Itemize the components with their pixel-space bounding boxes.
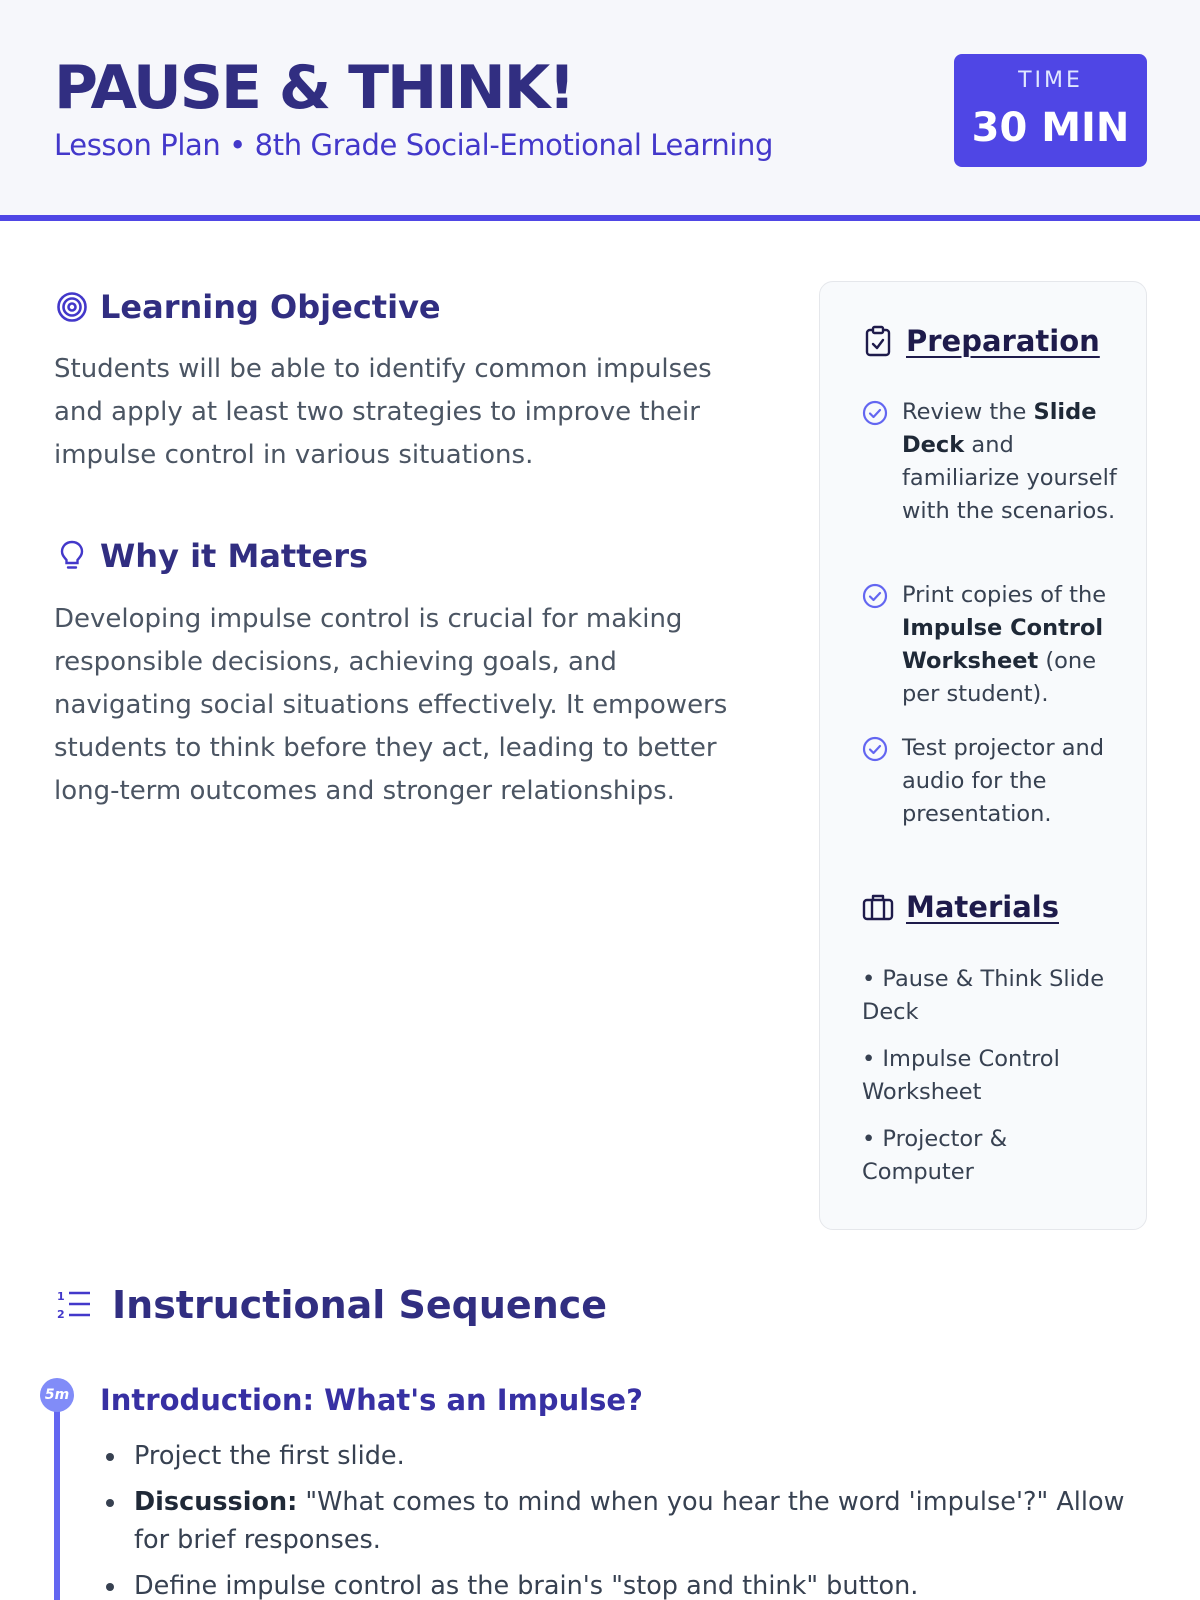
numbered-list-icon [54,1285,94,1325]
why-it-matters-text: Developing impulse control is crucial for making responsible decisions, achieving goals, and navigating social situations effectively. It empowers students to think before they act, leading to better long-term outcomes and stronger relationships. [54,604,728,806]
clipboard-check-icon [862,325,894,357]
preparation-item-text: Review the Slide Deck and familiarize yourself with the scenarios. [902,399,1117,524]
step-bullet-list [100,1437,1130,1600]
page-subtitle: Lesson Plan • 8th Grade Social-Emotional Learning [54,128,773,162]
briefcase-icon [862,891,894,923]
preparation-item [862,732,1122,831]
page-title: PAUSE & THINK! [54,53,574,123]
preparation-item-text: Test projector and audio for the presentation. [902,735,1105,827]
step-bullet: Discussion: "What comes to mind when you hear the word 'impulse'?" Allow for brief responses. [100,1483,1130,1559]
materials-title: Materials [906,890,1059,924]
why-it-matters-title: Why it Matters [100,537,369,575]
learning-objective-title: Learning Objective [100,288,441,326]
preparation-item [862,396,1122,528]
instructional-sequence-title: Instructional Sequence [112,1283,608,1327]
time-badge [954,54,1147,167]
step-duration-badge: 5m [40,1378,74,1412]
check-circle-icon [862,400,892,528]
svg-text:2: 2 [57,1308,65,1321]
preparation-item [862,579,1122,711]
learning-objective-heading [54,285,441,329]
time-label: TIME [1018,68,1083,93]
preparation-heading [862,324,1100,358]
why-it-matters-heading [54,534,368,578]
material-item: • Projector & Computer [862,1126,1008,1185]
material-item: • Impulse Control Worksheet [862,1046,1060,1105]
instructional-sequence-heading [54,1283,607,1327]
target-icon [54,289,90,325]
preparation-item-text: Print copies of the Impulse Control Worksheet (one per student). [902,582,1107,707]
timeline-line [54,1385,60,1600]
step-bullet: Define impulse control as the brain's "stop and think" button. [100,1567,1130,1600]
material-item: • Pause & Think Slide Deck [862,966,1105,1025]
sidebar-card [819,281,1147,1230]
step-bullet: Project the first slide. [100,1437,1130,1475]
materials-heading [862,890,1059,924]
check-circle-icon [862,736,892,831]
svg-text:1: 1 [57,1290,65,1303]
learning-objective-text: Students will be able to identify common impulses and apply at least two strategies to improve their impulse control in various situations. [54,354,712,470]
check-circle-icon [862,583,892,711]
time-value: 30 MIN [971,105,1130,151]
preparation-title: Preparation [906,324,1100,358]
page-header [0,0,1200,221]
step-title: Introduction: What's an Impulse? [100,1383,643,1417]
lightbulb-icon [54,538,90,574]
